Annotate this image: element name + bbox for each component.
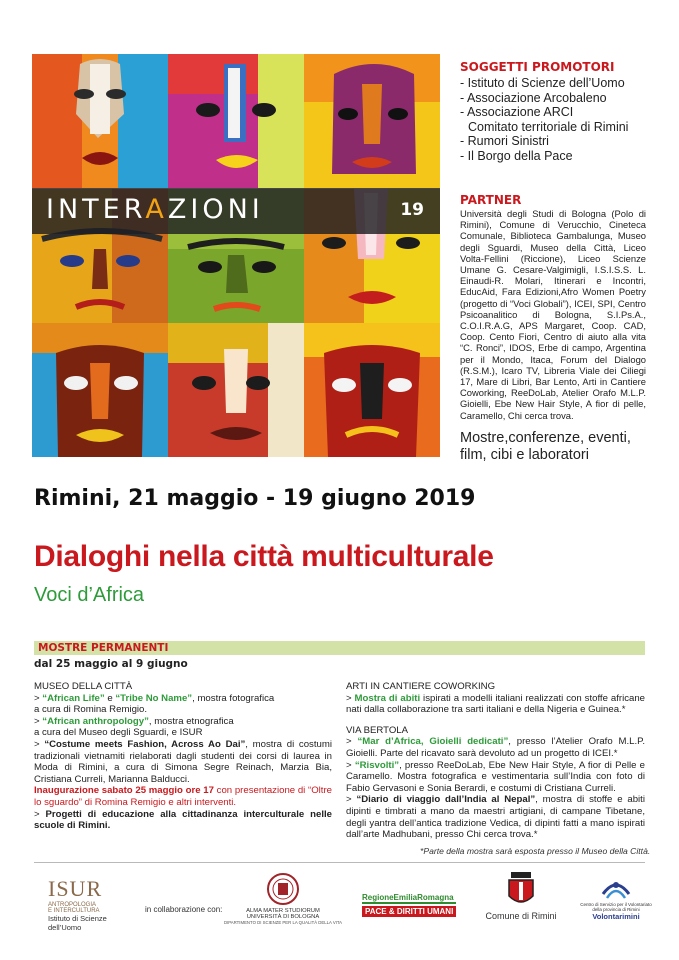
exhibit-item: > “African Life” e “Tribe No Name”, mostra fotografica xyxy=(34,692,275,704)
exhibit-item: > “Costume meets Fashion, Across Ao Dai”, mostra di costumi tradizionali vietnamiti rielaborati dagli studenti dei corsi di laurea in Moda di Rimini, a cura di Simona Segre Reinach, Marzia Bia, Cristiana Curreli, Marianna Balducci. xyxy=(34,738,332,785)
banner-edition-number: 19 xyxy=(400,200,424,220)
collaboration-label: in collaborazione con: xyxy=(145,905,223,914)
inauguration-note: Inaugurazione sabato 25 maggio ore 17 con presentazione di “Oltre lo sguardo” di Romina Remigio e altri interventi. xyxy=(34,785,332,808)
promoters-heading: SOGGETTI PROMOTORI xyxy=(460,60,615,74)
exhibit-item: > “Mar d’Africa, Gioielli dedicati”, presso l’Atelier Orafo M.L.P. Gioielli. Parte del ricavato sarà devoluto ad un progetto di ICEI.* xyxy=(346,736,645,759)
exhibit-item: > “African anthropology”, mostra etnografica xyxy=(34,715,234,727)
volontarimini-logo: Centro di Servizio per il Volontariato della provincia di Rimini Volontarimini xyxy=(576,876,656,921)
banner-title: INTERAZIONI xyxy=(46,194,264,225)
section-label: MOSTRE PERMANENTI xyxy=(38,642,169,654)
art-face-2 xyxy=(168,54,304,189)
promoter-item: Comitato territoriale di Rimini xyxy=(468,119,629,134)
art-face-9 xyxy=(304,323,440,458)
unibo-seal-icon xyxy=(266,872,300,906)
page-title: Dialoghi nella città multiculturale xyxy=(34,540,494,573)
exhibit-item: > “Diario di viaggio dall’India al Nepal”, mostra di stoffe e abiti dipinti e timbrati a mano da maestri artigiani, di campane Tibetane, degli yantra dell’antica tradizione Vedica, di dipinti fatti a mano ispirati dall’arte Madhubani, presso Chi cerca trova.* xyxy=(346,794,645,841)
comune-rimini-logo: Comune di Rimini xyxy=(480,872,562,921)
promoter-item: - Istituto di Scienze dell’Uomo xyxy=(460,76,625,90)
venue-title: ARTI IN CANTIERE COWORKING xyxy=(346,681,496,692)
right-column xyxy=(346,681,645,841)
promoter-item: - Associazione ARCI xyxy=(460,105,574,120)
isur-caption: Istituto di Scienze dell’Uomo xyxy=(48,914,107,932)
venue-title: MUSEO DELLA CITTÀ xyxy=(34,681,133,692)
section-bar xyxy=(34,641,645,655)
art-face-3 xyxy=(304,54,440,189)
partner-list: Università degli Studi di Bologna (Polo di Rimini), Comune di Verucchio, Cineteca Comunale, Biblioteca Gambalunga, Museo degli Sguardi, Museo della Città, Liceo Volta-Fellini (Riccione), Liceo Scienze Umane G. Cesare-Valgimigli, I.S.I.S.S. L. Einaudi-R. Molari, Itinerari e Incontri, EducAid, Fara Edizioni,Afro Women Poetry (progetto di “Voci Globali”), ICEI, SPI, Centro Psicoanalitico di Bologna, S.I.Ps.A., C.O.I.R.A.G, APS Margaret, Coop. CAD, Coop. Cento Fiori, Centro di aiuto alla vita “C. Ronci”, IDOS, Erbe di campo, Argentina per il Mondo, Itaca, Forum del Dialogo (R.S.M.), Icaro TV, Libreria Viale dei Ciliegi 17, Mare di Libri, Bar Lento, Arti in Cantiere Coworking, ReeDoLab, Atelier Orafo M.L.P. Gioielli, Ebe New Hair Style, A fior di pelle, Caramello, Chi cerca trova. xyxy=(460,208,647,421)
partner-heading: PARTNER xyxy=(460,193,522,207)
volontarimini-swirl-icon xyxy=(599,876,633,902)
art-face-8 xyxy=(168,323,304,458)
exhibit-item: > Progetti di educazione alla cittadinanza interculturale nelle scuole di Rimini. xyxy=(34,808,332,832)
section-dates: dal 25 maggio al 9 giugno xyxy=(34,658,188,670)
art-face-1 xyxy=(32,54,168,189)
unibo-logo: ALMA MATER STUDIORUM UNIVERSITÀ DI BOLOGNA DIPARTIMENTO DI SCIENZE PER LA QUALITÀ DELLA VITA xyxy=(218,872,348,936)
regione-logo: RegioneEmiliaRomagna PACE & DIRITTI UMANI xyxy=(362,893,456,917)
promoter-item: - Il Borgo della Pace xyxy=(460,148,573,163)
left-column: MUSEO DELLA CITTÀ > “African Life” e “Tribe No Name”, mostra fotografica a cura di Romina Remigio. > “African anthropology”, mostra etnografica a cura del Museo degli Sguardi, e ISUR > “Costume meets Fashion, Across Ao Dai”, mostra di costumi tradizionali vietnamiti rielaborati dagli studenti dei corsi di laurea in Moda di Rimini, a cura di Simona Segre Reinach, Marzia Bia, Cristiana Curreli, Marianna Balducci. Inaugurazione sabato 25 maggio ore 17 con presentazione di “Oltre lo sguardo” di Romina Remigio e altri interventi. > Progetti di educazione alla cittadinanza interculturale nelle scuole di Rimini. xyxy=(34,681,332,832)
art-face-7 xyxy=(32,323,168,458)
promoters-list xyxy=(460,76,660,164)
interazioni-banner xyxy=(32,188,440,234)
venue-title: VIA BERTOLA xyxy=(346,724,409,736)
exhibit-item: > “Risvolti”, presso ReeDoLab, Ebe New Hair Style, A fior di Pelle e Caramello. Mostra fotografica e vestimentaria sull’India con foto di Fabio Gervasoni e Sonia Berardi, e costumi di Cristiana Curreli. xyxy=(346,759,645,794)
cover-artwork xyxy=(32,54,440,458)
event-dates: Rimini, 21 maggio - 19 giugno 2019 xyxy=(34,486,476,511)
rimini-crest-icon xyxy=(507,872,535,908)
promoter-item: - Rumori Sinistri xyxy=(460,134,549,149)
page-subtitle: Voci d’Africa xyxy=(34,584,145,606)
footnote: *Parte della mostra sarà esposta presso il Museo della Città. xyxy=(420,846,651,856)
footer-divider xyxy=(34,862,645,863)
isur-logo: ISUR ANTROPOLOGIA E INTERCULTURA Istituto di Scienze dell’Uomo xyxy=(48,876,138,936)
exhibit-item: > Mostra di abiti ispirati a modelli italiani realizzati con stoffe africane nati dalla collaborazione tra sarti italiani e della Nigeria e Guinea.* xyxy=(346,692,646,716)
tagline: Mostre,conferenze, eventi, film, cibi e laboratori xyxy=(460,430,631,463)
promoter-item: - Associazione Arcobaleno xyxy=(460,90,607,105)
